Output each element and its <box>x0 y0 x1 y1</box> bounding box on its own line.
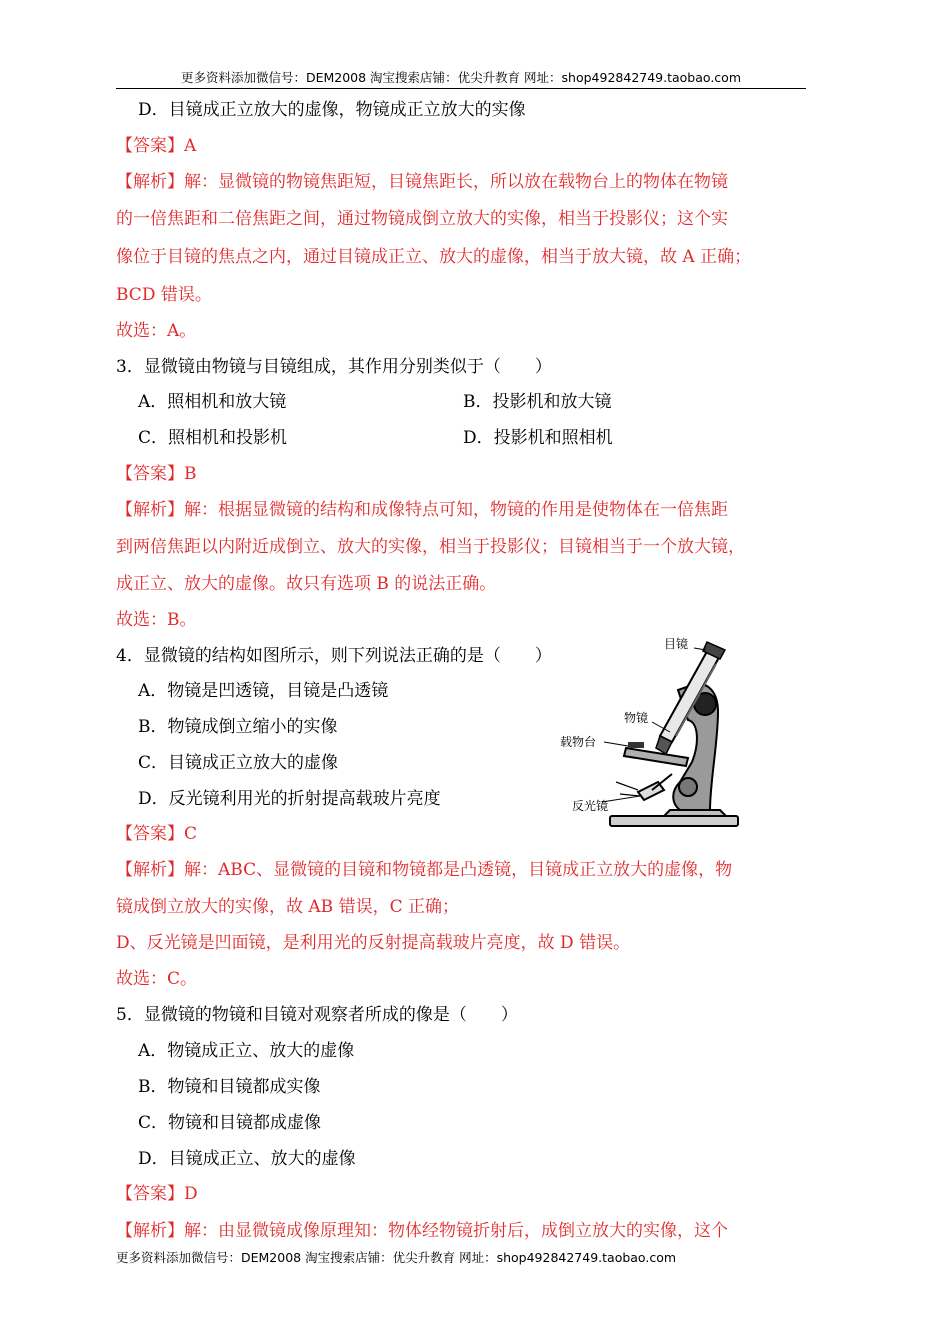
q3-answer: 【答案】B <box>116 464 197 484</box>
q4-option-a: A．物镜是凹透镜，目镜是凸透镜 <box>138 681 389 701</box>
q5-analysis-line-1: 【解析】解：由显微镜成像原理知：物体经物镜折射后，成倒立放大的实像，这个 <box>116 1221 728 1241</box>
q2-answer: 【答案】A <box>116 136 197 156</box>
q2-analysis-line-1: 【解析】解：显微镜的物镜焦距短，目镜焦距长，所以放在载物台上的物体在物镜 <box>116 172 728 192</box>
q3-choice: 故选：B。 <box>116 610 197 630</box>
q3-option-a: A．照相机和放大镜 <box>138 392 287 412</box>
label-eyepiece: 目镜 <box>664 637 689 651</box>
q4-choice: 故选：C。 <box>116 969 198 989</box>
q3-stem: 3．显微镜由物镜与目镜组成，其作用分别类似于（ ） <box>116 357 552 377</box>
q5-option-b: B．物镜和目镜都成实像 <box>138 1077 321 1097</box>
page-footer: 更多资料添加微信号：DEM2008 淘宝搜索店铺：优尖升教育 网址：shop492842749.taobao.com <box>116 1250 677 1265</box>
q5-option-a: A．物镜成正立、放大的虚像 <box>138 1041 355 1061</box>
q4-option-b: B．物镜成倒立缩小的实像 <box>138 717 338 737</box>
q3-option-c: C．照相机和投影机 <box>138 428 288 448</box>
q3-analysis-line-3: 成正立、放大的虚像。故只有选项 B 的说法正确。 <box>116 574 497 594</box>
q3-analysis-line-1: 【解析】解：根据显微镜的结构和成像特点可知，物镜的作用是使物体在一倍焦距 <box>116 500 728 520</box>
q3-option-d: D．投影机和照相机 <box>463 428 613 448</box>
q5-option-d: D．目镜成正立、放大的虚像 <box>138 1149 356 1169</box>
q2-analysis-line-4: BCD 错误。 <box>116 285 212 305</box>
q2-option-d: D．目镜成正立放大的虚像，物镜成正立放大的实像 <box>138 100 526 120</box>
label-objective: 物镜 <box>624 711 649 725</box>
q2-analysis-line-3: 像位于目镜的焦点之内，通过目镜成正立、放大的虚像，相当于放大镜，故 A 正确； <box>116 247 752 267</box>
q5-answer: 【答案】D <box>116 1184 198 1204</box>
q5-option-c: C．物镜和目镜都成虚像 <box>138 1113 322 1133</box>
q2-choice: 故选：A。 <box>116 321 197 341</box>
page-header: 更多资料添加微信号：DEM2008 淘宝搜索店铺：优尖升教育 网址：shop492842749.taobao.com <box>116 68 806 89</box>
q5-stem: 5．显微镜的物镜和目镜对观察者所成的像是（ ） <box>116 1005 518 1025</box>
q3-analysis-line-2: 到两倍焦距以内附近成倒立、放大的实像，相当于投影仪；目镜相当于一个放大镜， <box>116 537 745 557</box>
q4-option-c: C．目镜成正立放大的虚像 <box>138 753 339 773</box>
label-stage: 载物台 <box>560 735 597 749</box>
q4-analysis-line-3: D、反光镜是凹面镜，是利用光的反射提高载玻片亮度，故 D 错误。 <box>116 933 631 953</box>
q4-option-d: D．反光镜利用光的折射提高载玻片亮度 <box>138 789 441 809</box>
label-mirror: 反光镜 <box>572 799 609 813</box>
q4-stem: 4．显微镜的结构如图所示，则下列说法正确的是（ ） <box>116 646 552 666</box>
q3-option-b: B．投影机和放大镜 <box>463 392 612 412</box>
q2-analysis-line-2: 的一倍焦距和二倍焦距之间，通过物镜成倒立放大的实像，相当于投影仪；这个实 <box>116 209 728 229</box>
q4-analysis-line-1: 【解析】解：ABC、显微镜的目镜和物镜都是凸透镜，目镜成正立放大的虚像，物 <box>116 860 733 880</box>
q4-analysis-line-2: 镜成倒立放大的实像，故 AB 错误，C 正确； <box>116 897 459 917</box>
microscope-figure <box>560 632 740 832</box>
q4-answer: 【答案】C <box>116 824 198 844</box>
